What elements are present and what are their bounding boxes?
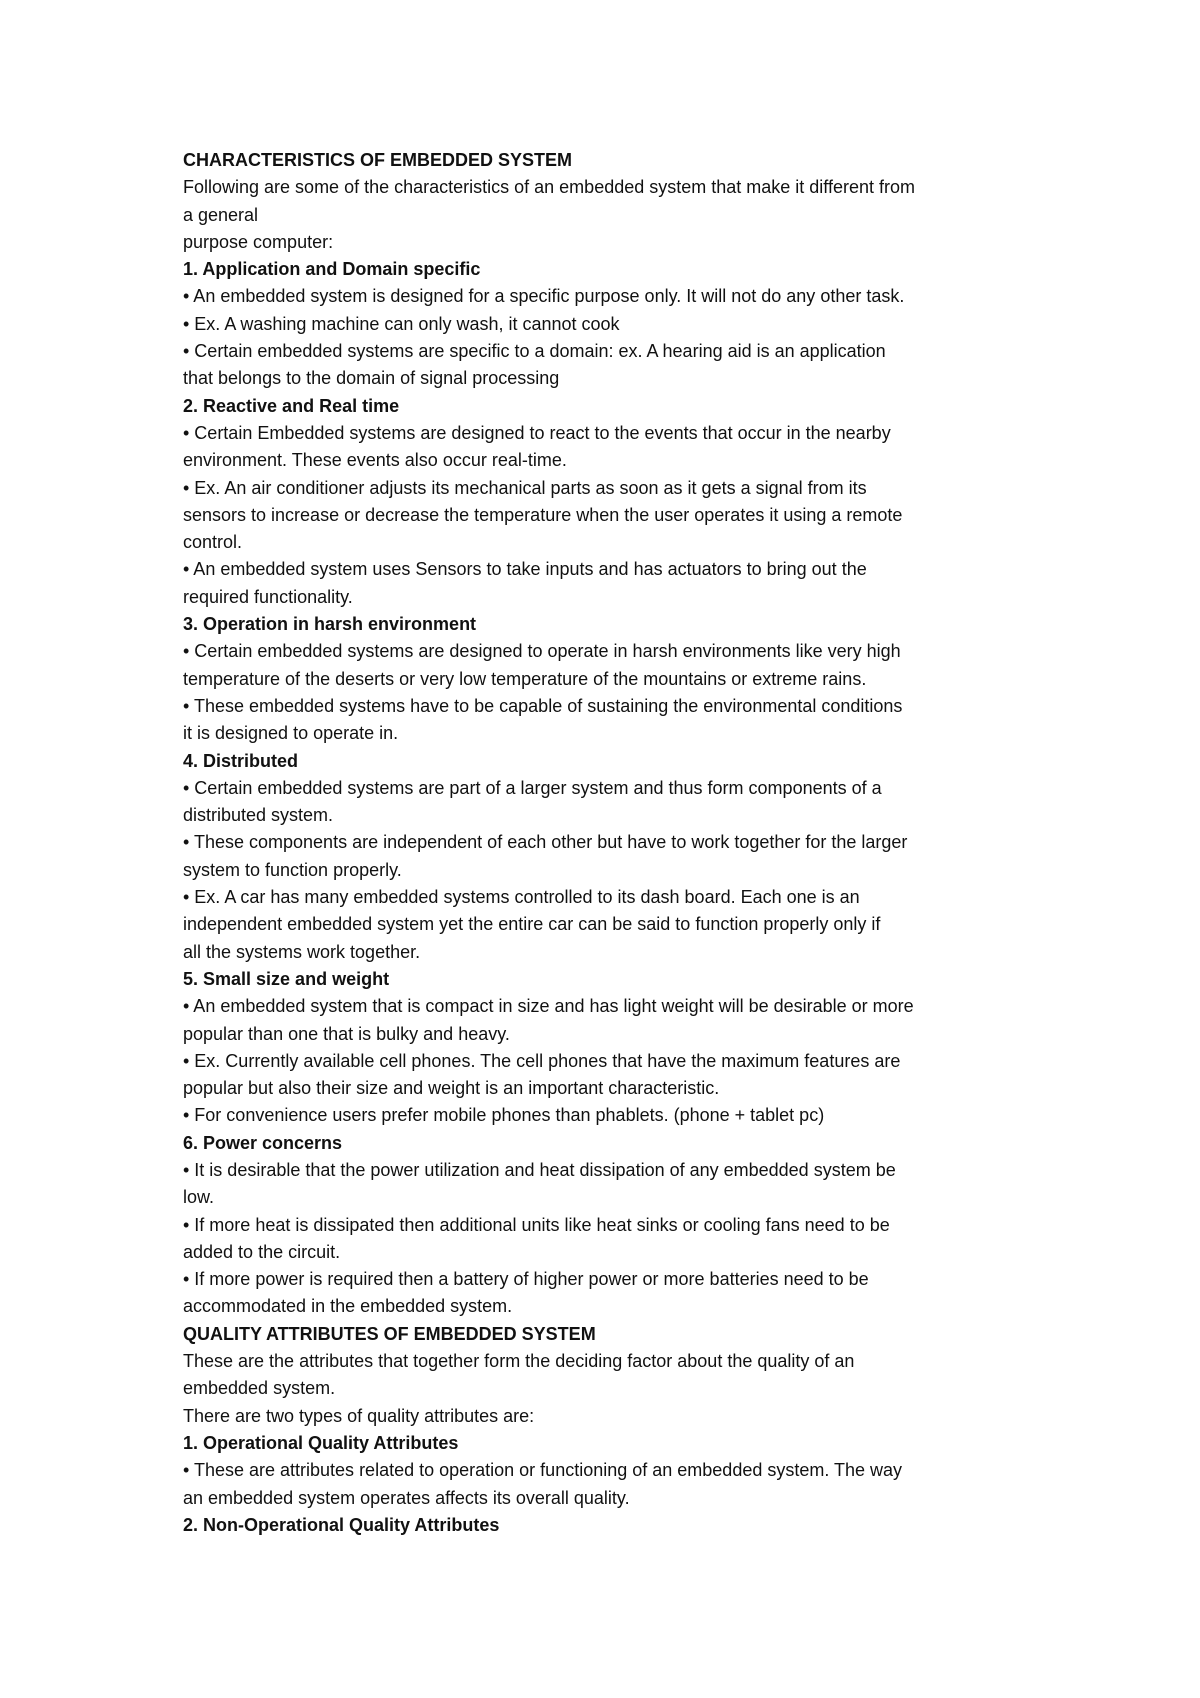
text-line: temperature of the deserts or very low temperature of the mountains or extreme rains. [183,668,867,689]
text-line: accommodated in the embedded system. [183,1296,513,1317]
text-line: • Ex. A washing machine can only wash, it cannot cook [183,313,620,334]
text-line: required functionality. [183,586,353,607]
text-line: • If more heat is dissipated then additional units like heat sinks or cooling fans need to be [183,1214,890,1235]
text-line: • Certain Embedded systems are designed to react to the events that occur in the nearby [183,422,891,443]
text-line: There are two types of quality attributes are: [183,1405,535,1426]
text-line: • An embedded system that is compact in size and has light weight will be desirable or more [183,996,914,1017]
text-line: Following are some of the characteristics of an embedded system that make it different from [183,177,916,198]
text-line: • Certain embedded systems are part of a larger system and thus form components of a [183,777,882,798]
text-line: • It is desirable that the power utilization and heat dissipation of any embedded system be [183,1159,896,1180]
text-line: environment. These events also occur real-time. [183,450,567,471]
text-line: all the systems work together. [183,941,421,962]
section-heading: 6. Power concerns [183,1132,343,1153]
text-line: • These components are independent of each other but have to work together for the larger [183,832,908,853]
text-line: control. [183,532,243,553]
text-line: • Ex. Currently available cell phones. The cell phones that have the maximum features are [183,1050,901,1071]
text-line: • An embedded system uses Sensors to take inputs and has actuators to bring out the [183,559,867,580]
text-line: • Ex. An air conditioner adjusts its mechanical parts as soon as it gets a signal from its [183,477,867,498]
text-line: an embedded system operates affects its overall quality. [183,1487,630,1508]
section-heading: 3. Operation in harsh environment [183,614,477,635]
text-line: These are the attributes that together form the deciding factor about the quality of an [183,1351,855,1372]
text-line: that belongs to the domain of signal processing [183,368,560,389]
text-line: • If more power is required then a battery of higher power or more batteries need to be [183,1269,869,1290]
section-heading: QUALITY ATTRIBUTES OF EMBEDDED SYSTEM [183,1323,596,1344]
text-line: distributed system. [183,805,334,826]
section-heading: 2. Reactive and Real time [183,395,400,416]
text-line: popular than one that is bulky and heavy. [183,1023,510,1044]
text-line: • Ex. A car has many embedded systems controlled to its dash board. Each one is an [183,887,860,908]
text-line: • Certain embedded systems are specific to a domain: ex. A hearing aid is an application [183,341,886,362]
text-line: it is designed to operate in. [183,723,399,744]
section-heading: 4. Distributed [183,750,299,771]
text-line: added to the circuit. [183,1241,341,1262]
text-line: • An embedded system is designed for a specific purpose only. It will not do any other task. [183,286,905,307]
text-line: • For convenience users prefer mobile phones than phablets. (phone + tablet pc) [183,1105,825,1126]
document-page [183,147,1043,1539]
text-line: independent embedded system yet the entire car can be said to function properly only if [183,914,881,935]
text-line: purpose computer: [183,231,334,252]
text-line: popular but also their size and weight is an important characteristic. [183,1078,720,1099]
text-line: sensors to increase or decrease the temperature when the user operates it using a remote [183,504,903,525]
text-line: • Certain embedded systems are designed to operate in harsh environments like very high [183,641,901,662]
section-heading: 5. Small size and weight [183,968,390,989]
text-line: • These embedded systems have to be capable of sustaining the environmental conditions [183,695,903,716]
section-heading: 1. Operational Quality Attributes [183,1432,459,1453]
section-heading: CHARACTERISTICS OF EMBEDDED SYSTEM [183,150,573,170]
text-line: • These are attributes related to operation or functioning of an embedded system. The way [183,1460,903,1481]
section-heading: 2. Non-Operational Quality Attributes [183,1514,500,1535]
text-line: embedded system. [183,1378,336,1399]
text-line: system to function properly. [183,859,402,880]
section-heading: 1. Application and Domain specific [183,259,481,280]
text-line: a general [183,204,259,225]
text-line: low. [183,1187,215,1208]
